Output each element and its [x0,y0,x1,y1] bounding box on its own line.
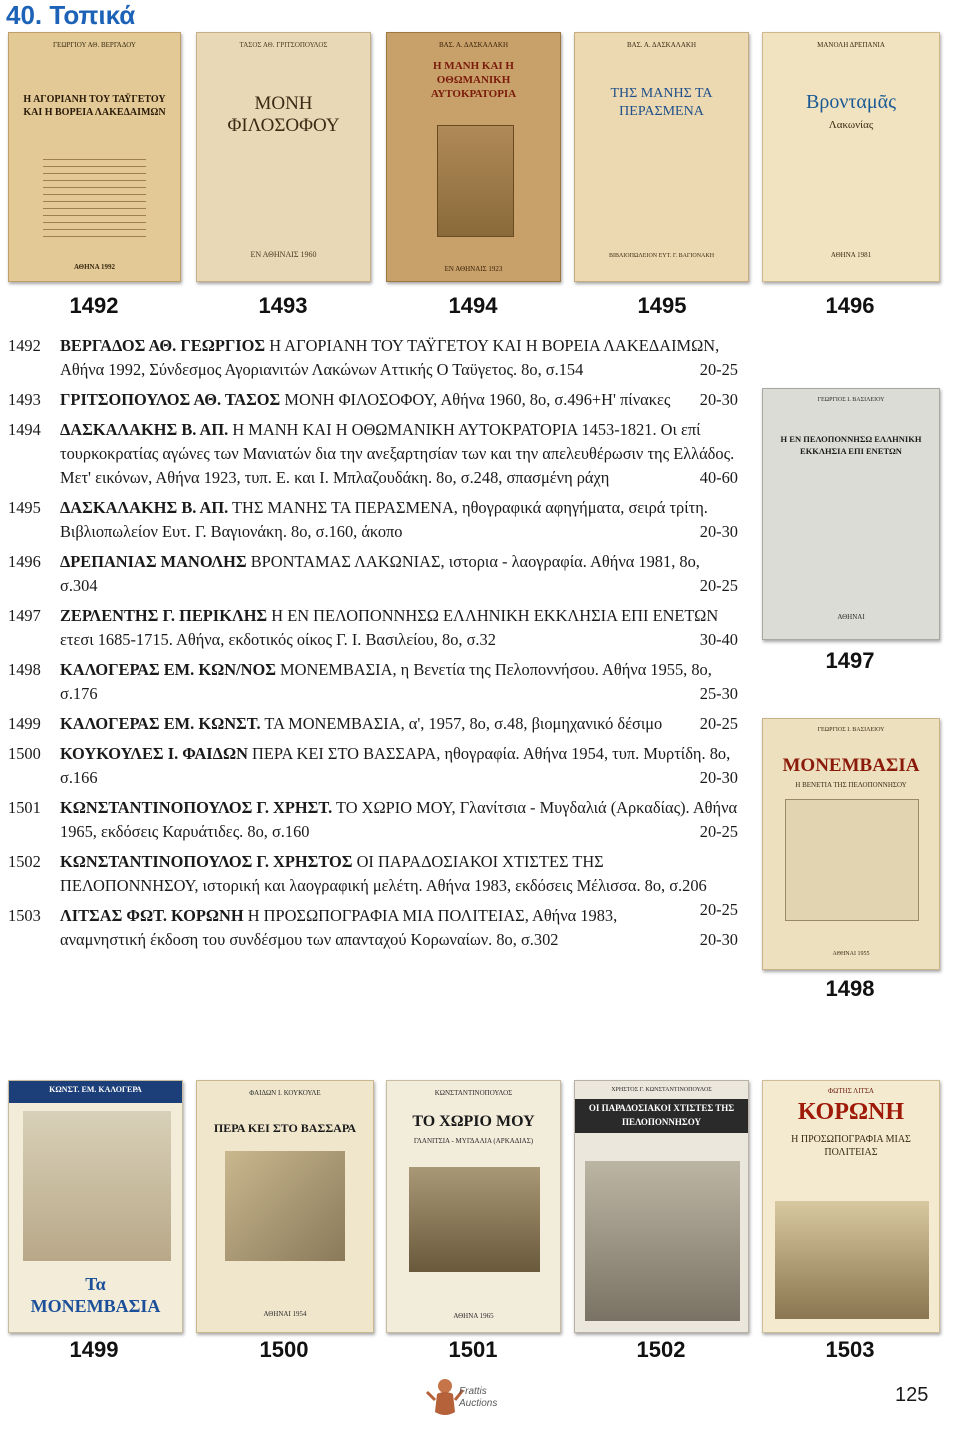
entry-text: ΜΟΝΗ ΦΙΛΟΣΟΦΟΥ, Αθήνα 1960, 8ο, σ.496+Η' πίνακες [284,390,671,409]
cover-author: ΒΑΣ. Α. ΔΑΣΚΑΛΑΚΗ [438,41,509,49]
book-cover-1493 [196,32,371,282]
cover-author: ΒΑΣ. Α. ΔΑΣΚΑΛΑΚΗ [626,41,697,49]
book-cover-1496 [762,32,940,282]
book-cover-1497 [762,388,940,640]
cover-title: Η ΕΝ ΠΕΛΟΠΟΝΝΗΣΩ ΕΛΛΗΝΙΚΗ ΕΚΚΛΗΣΙΑ ΕΠΙ ΕΝΕΤΩΝ [780,434,922,456]
catalogue-entry-1494 [8,418,738,490]
cover-title: ΠΕΡΑ ΚΕΙ ΣΤΟ ΒΑΣΣΑΡΑ [213,1121,357,1135]
catalogue-entry-1492 [8,334,738,382]
label-1503: 1503 [825,1337,875,1362]
entry-author: ΚΑΛΟΓΕΡΑΣ ΕΜ. ΚΩΝ/ΝΟΣ [60,660,276,679]
entry-text: Η ΠΡΟΣΩΠΟΓΡΑΦΙΑ ΜΙΑ ΠΟΛΙΤΕΙΑΣ, Αθήνα 1983, αναμνηστική έκδοση του συνδέσμου των απανταχού Κορωναίων. 8ο, σ.302 [60,906,618,949]
entry-number: 1500 [8,744,41,763]
entry-number: 1496 [8,552,41,571]
cover-author: ΚΩΝΣΤ. ΕΜ. ΚΑΛΟΓΕΡΑ [49,1085,142,1094]
cover-title: ΤΗΣ ΜΑΝΗΣ ΤΑ ΠΕΡΑΣΜΕΝΑ [610,86,713,119]
entry-price: 20-25 [699,576,738,595]
catalogue-entry-1496 [8,550,738,598]
entry-text: ΒΡΟΝΤΑΜΑΣ ΛΑΚΩΝΙΑΣ, ιστορια - λαογραφία. Αθήνα 1981, 8ο, σ.304 [60,552,700,595]
entry-author: ΔΑΣΚΑΛΑΚΗΣ Β. ΑΠ. [60,420,229,439]
catalogue-entry-1493 [8,388,738,412]
cover-title: Βρονταμᾶς [806,91,896,113]
cover-foot: ΒΙΒΛΙΟΠΩΛΕΙΟΝ ΕΥΤ. Γ. ΒΑΓΙΟΝΑΚΗ [608,253,715,259]
page-header [0,0,960,30]
entry-number: 1493 [8,390,41,409]
cover-title: ΚΟΡΩΝΗ [797,1099,905,1125]
cover-illustration [409,1167,540,1272]
catalogue-entry-1500 [8,742,738,790]
entry-price: 20-25 [699,714,738,733]
cover-subtitle: Η ΠΡΟΣΩΠΟΓΡΑΦΙΑ ΜΙΑΣ ΠΟΛΙΤΕΙΑΣ [791,1134,911,1158]
label-1498: 1498 [825,976,875,1001]
cover-title: ΜΟΝΕΜΒΑΣΙΑ [782,755,920,776]
entry-author: ΚΟΥΚΟΥΛΕΣ Ι. ΦΑΙΔΩΝ [60,744,248,763]
book-cover-1495 [574,32,749,282]
entry-price: 20-30 [699,930,738,949]
cover-author: ΚΩΝΣΤΑΝΤΙΝΟΠΟΥΛΟΣ [434,1089,513,1097]
entry-number: 1497 [8,606,41,625]
page-title: 40. Τοπικά [6,0,136,30]
cover-foot: ΑΘΗΝΑΙ [837,613,865,621]
label-1501: 1501 [448,1337,498,1362]
entry-price: 30-40 [699,630,738,649]
label-1500: 1500 [259,1337,309,1362]
cover-foot: ΕΝ ΑΘΗΝΑΙΣ 1923 [444,265,503,273]
entry-text: ΤΑ ΜΟΝΕΜΒΑΣΙΑ, α', 1957, 8ο, σ.48, βιομηχανικό δέσιμο [264,714,663,733]
entry-number: 1502 [8,852,41,871]
page-number: 125 [895,1384,929,1406]
entry-text: ΟΙ ΠΑΡΑΔΟΣΙΑΚΟΙ ΧΤΙΣΤΕΣ ΤΗΣ ΠΕΛΟΠΟΝΝΗΣΟΥ, ιστορική και λαογραφική μελέτη. Αθήνα 1983, εκδόσεις Μέλισσα. 8ο, σ.206 [60,852,707,895]
cover-author: ΓΕΩΡΓΙΟΥ ΑΘ. ΒΕΡΓΑΔΟΥ [53,41,136,49]
catalogue-entry-1495 [8,496,738,544]
entry-number: 1492 [8,336,41,355]
entry-author: ΛΙΤΣΑΣ ΦΩΤ. ΚΟΡΩΝΗ [60,906,244,925]
label-1496: 1496 [825,293,875,318]
cover-subtitle: Λακωνίας [828,119,874,131]
cover-foot: ΕΝ ΑΘΗΝΑΙΣ 1960 [250,250,317,259]
book-cover-1500 [196,1080,374,1333]
label-1494: 1494 [448,293,498,318]
entry-number: 1499 [8,714,41,733]
entry-number: 1501 [8,798,41,817]
cover-title: ΜΟΝΗ ΦΙΛΟΣΟΦΟΥ [227,93,340,136]
catalogue-entry-1501 [8,796,738,844]
cover-foot: ΑΘΗΝΑ 1981 [830,251,872,259]
cover-author: ΓΕΩΡΓΙΟΣ Ι. ΒΑΣΙΛΕΙΟΥ [817,397,885,403]
entry-text: ΜΟΝΕΜΒΑΣΙΑ, η Βενετία της Πελοποννήσου. Αθήνα 1955, 8ο, σ.176 [60,660,712,703]
cover-title: Τα ΜΟΝΕΜΒΑΣΙΑ [30,1274,161,1316]
cover-subtitle: ΓΛΑΝΙΤΣΙΑ - ΜΥΓΔΑΛΙΑ (ΑΡΚΑΔΙΑΣ) [413,1137,534,1145]
catalogue-entry-1497 [8,604,738,652]
book-cover-1503 [762,1080,940,1333]
cover-foot: ΑΘΗΝΑΙ 1954 [263,1310,307,1318]
entry-author: ΔΡΕΠΑΝΙΑΣ ΜΑΝΟΛΗΣ [60,552,247,571]
entry-text: ΤΟ ΧΩΡΙΟ ΜΟΥ, Γλανίτσια - Μυγδαλιά (Αρκαδίας). Αθήνα 1965, εκδόσεις Καρυάτιδες. 8ο, σ.160 [60,798,738,841]
book-cover-1499 [8,1080,183,1333]
entry-price: 20-30 [699,768,738,787]
cover-author: ΜΑΝΟΛΗ ΔΡΕΠΑΝΙΑ [817,41,885,49]
book-cover-1502 [574,1080,749,1333]
cover-title: Η ΑΓΟΡΙΑΝΗ ΤΟΥ ΤΑΫΓΕΤΟΥ ΚΑΙ Η ΒΟΡΕΙΑ ΛΑΚΕΔΑΙΜΩΝ [23,94,166,118]
entry-author: ΚΩΝΣΤΑΝΤΙΝΟΠΟΥΛΟΣ Γ. ΧΡΗΣΤ. [60,798,333,817]
entry-author: ΒΕΡΓΑΔΟΣ ΑΘ. ΓΕΩΡΓΙΟΣ [60,336,266,355]
entry-text: ΠΕΡΑ ΚΕΙ ΣΤΟ ΒΑΣΣΑΡΑ, ηθογραφία. Αθήνα 1954, τυπ. Μυρτίδη. 8ο, σ.166 [60,744,731,787]
entry-price: 20-25 [699,360,738,379]
label-1502: 1502 [636,1337,686,1362]
entry-text: Η ΕΝ ΠΕΛΟΠΟΝΝΗΣΩ ΕΛΛΗΝΙΚΗ ΕΚΚΛΗΣΙΑ ΕΠΙ ΕΝΕΤΩΝ ετεσι 1685-1715. Αθήνα, εκδοτικός οίκος Γ. Ι. Βασιλείου, 8ο, σ.32 [60,606,719,649]
cover-author: ΓΕΩΡΓΙΟΣ Ι. ΒΑΣΙΛΕΙΟΥ [817,727,885,733]
label-1493: 1493 [258,293,308,318]
cover-text-block [43,153,146,243]
cover-foot: ΑΘΗΝΑ 1965 [453,1312,494,1320]
cover-subtitle: Η ΒΕΝΕΤΙΑ ΤΗΣ ΠΕΛΟΠΟΝΝΗΣΟΥ [795,781,907,789]
entry-price: 40-60 [699,468,738,487]
cover-illustration [775,1201,929,1319]
entry-author: ΚΑΛΟΓΕΡΑΣ ΕΜ. ΚΩΝΣΤ. [60,714,261,733]
book-cover-1494 [386,32,561,282]
entry-text: ΤΗΣ ΜΑΝΗΣ ΤΑ ΠΕΡΑΣΜΕΝΑ, ηθογραφικά αφηγήματα, σειρά τρίτη. Βιβλιοπωλείον Ευτ. Γ. Βαγιονάκη. 8ο, σ.160, άκοπο [60,498,708,541]
entry-price: 20-30 [699,390,738,409]
cover-title: ΤΟ ΧΩΡΙΟ ΜΟΥ [412,1113,535,1130]
cover-illustration [585,1161,740,1321]
catalogue-entry-1499 [8,712,738,736]
cover-author: ΧΡΗΣΤΟΣ Γ. ΚΩΝΣΤΑΝΤΙΝΟΠΟΥΛΟΣ [611,1087,712,1093]
auction-logo [425,1372,515,1424]
cover-illustration [225,1151,345,1261]
entry-text: Η ΜΑΝΗ ΚΑΙ Η ΟΘΩΜΑΝΙΚΗ ΑΥΤΟΚΡΑΤΟΡΙΑ 1453-1821. Οι επί τουρκοκρατίας αγώνες των Μανιατών δια την ανεξαρτησίαν των και την απελευθέρωσιν της Ελλάδος. Μετ' εικόνων, Αθήνα 1923, τυπ. Ε. και Ι. Μπλαζουδάκη. 8ο, σ.248, σπασμένη ράχη [60,420,735,487]
entry-number: 1498 [8,660,41,679]
cover-foot: ΑΘΗΝΑΙ 1955 [832,951,870,957]
entry-author: ΔΑΣΚΑΛΑΚΗΣ Β. ΑΠ. [60,498,229,517]
cover-author: ΦΩΤΗΣ ΛΙΤΣΑ [828,1087,874,1095]
label-1495: 1495 [637,293,687,318]
cover-foot: ΑΘΗΝΑ 1992 [73,263,115,271]
cover-author: ΤΑΣΟΣ ΑΘ. ΓΡΙΤΣΟΠΟΥΛΟΣ [239,41,328,49]
entry-price: 25-30 [699,684,738,703]
cover-author: ΦΑΙΔΩΝ Ι. ΚΟΥΚΟΥΛΕ [249,1089,321,1097]
entry-author: ΖΕΡΛΕΝΤΗΣ Γ. ΠΕΡΙΚΛΗΣ [60,606,268,625]
entry-price: 20-25 [699,822,738,841]
entry-number: 1494 [8,420,41,439]
book-cover-1501 [386,1080,561,1333]
cover-illustration [437,125,514,237]
entry-number: 1495 [8,498,41,517]
entry-author: ΓΡΙΤΣΟΠΟΥΛΟΣ ΑΘ. ΤΑΣΟΣ [60,390,281,409]
label-1492: 1492 [69,293,119,318]
catalogue-entries [8,334,738,958]
entry-number: 1503 [8,906,41,925]
catalogue-entry-1498 [8,658,738,706]
book-cover-1498 [762,718,940,970]
catalogue-entry-1503 [8,904,738,952]
logo-text: Frattis Auctions [459,1386,498,1409]
label-1497: 1497 [825,648,875,673]
cover-illustration [785,799,919,921]
entry-price: 20-25 [699,900,738,919]
book-cover-1492 [8,32,181,282]
cover-title: ΟΙ ΠΑΡΑΔΟΣΙΑΚΟΙ ΧΤΙΣΤΕΣ ΤΗΣ ΠΕΛΟΠΟΝΝΗΣΟΥ [588,1103,735,1127]
entry-text: Η ΑΓΟΡΙΑΝΗ ΤΟΥ ΤΑΫΓΕΤΟΥ ΚΑΙ Η ΒΟΡΕΙΑ ΛΑΚΕΔΑΙΜΩΝ, Αθήνα 1992, Σύνδεσμος Αγοριανιτών Λακώνων Αττικής Ο Ταϋγετος. 8ο, σ.154 [60,336,720,379]
label-1499: 1499 [69,1337,119,1362]
cover-title: Η ΜΑΝΗ ΚΑΙ Η ΟΘΩΜΑΝΙΚΗ ΑΥΤΟΚΡΑΤΟΡΙΑ [430,60,517,100]
entry-author: ΚΩΝΣΤΑΝΤΙΝΟΠΟΥΛΟΣ Γ. ΧΡΗΣΤΟΣ [60,852,353,871]
entry-price: 20-30 [699,522,738,541]
cover-illustration [23,1111,171,1261]
